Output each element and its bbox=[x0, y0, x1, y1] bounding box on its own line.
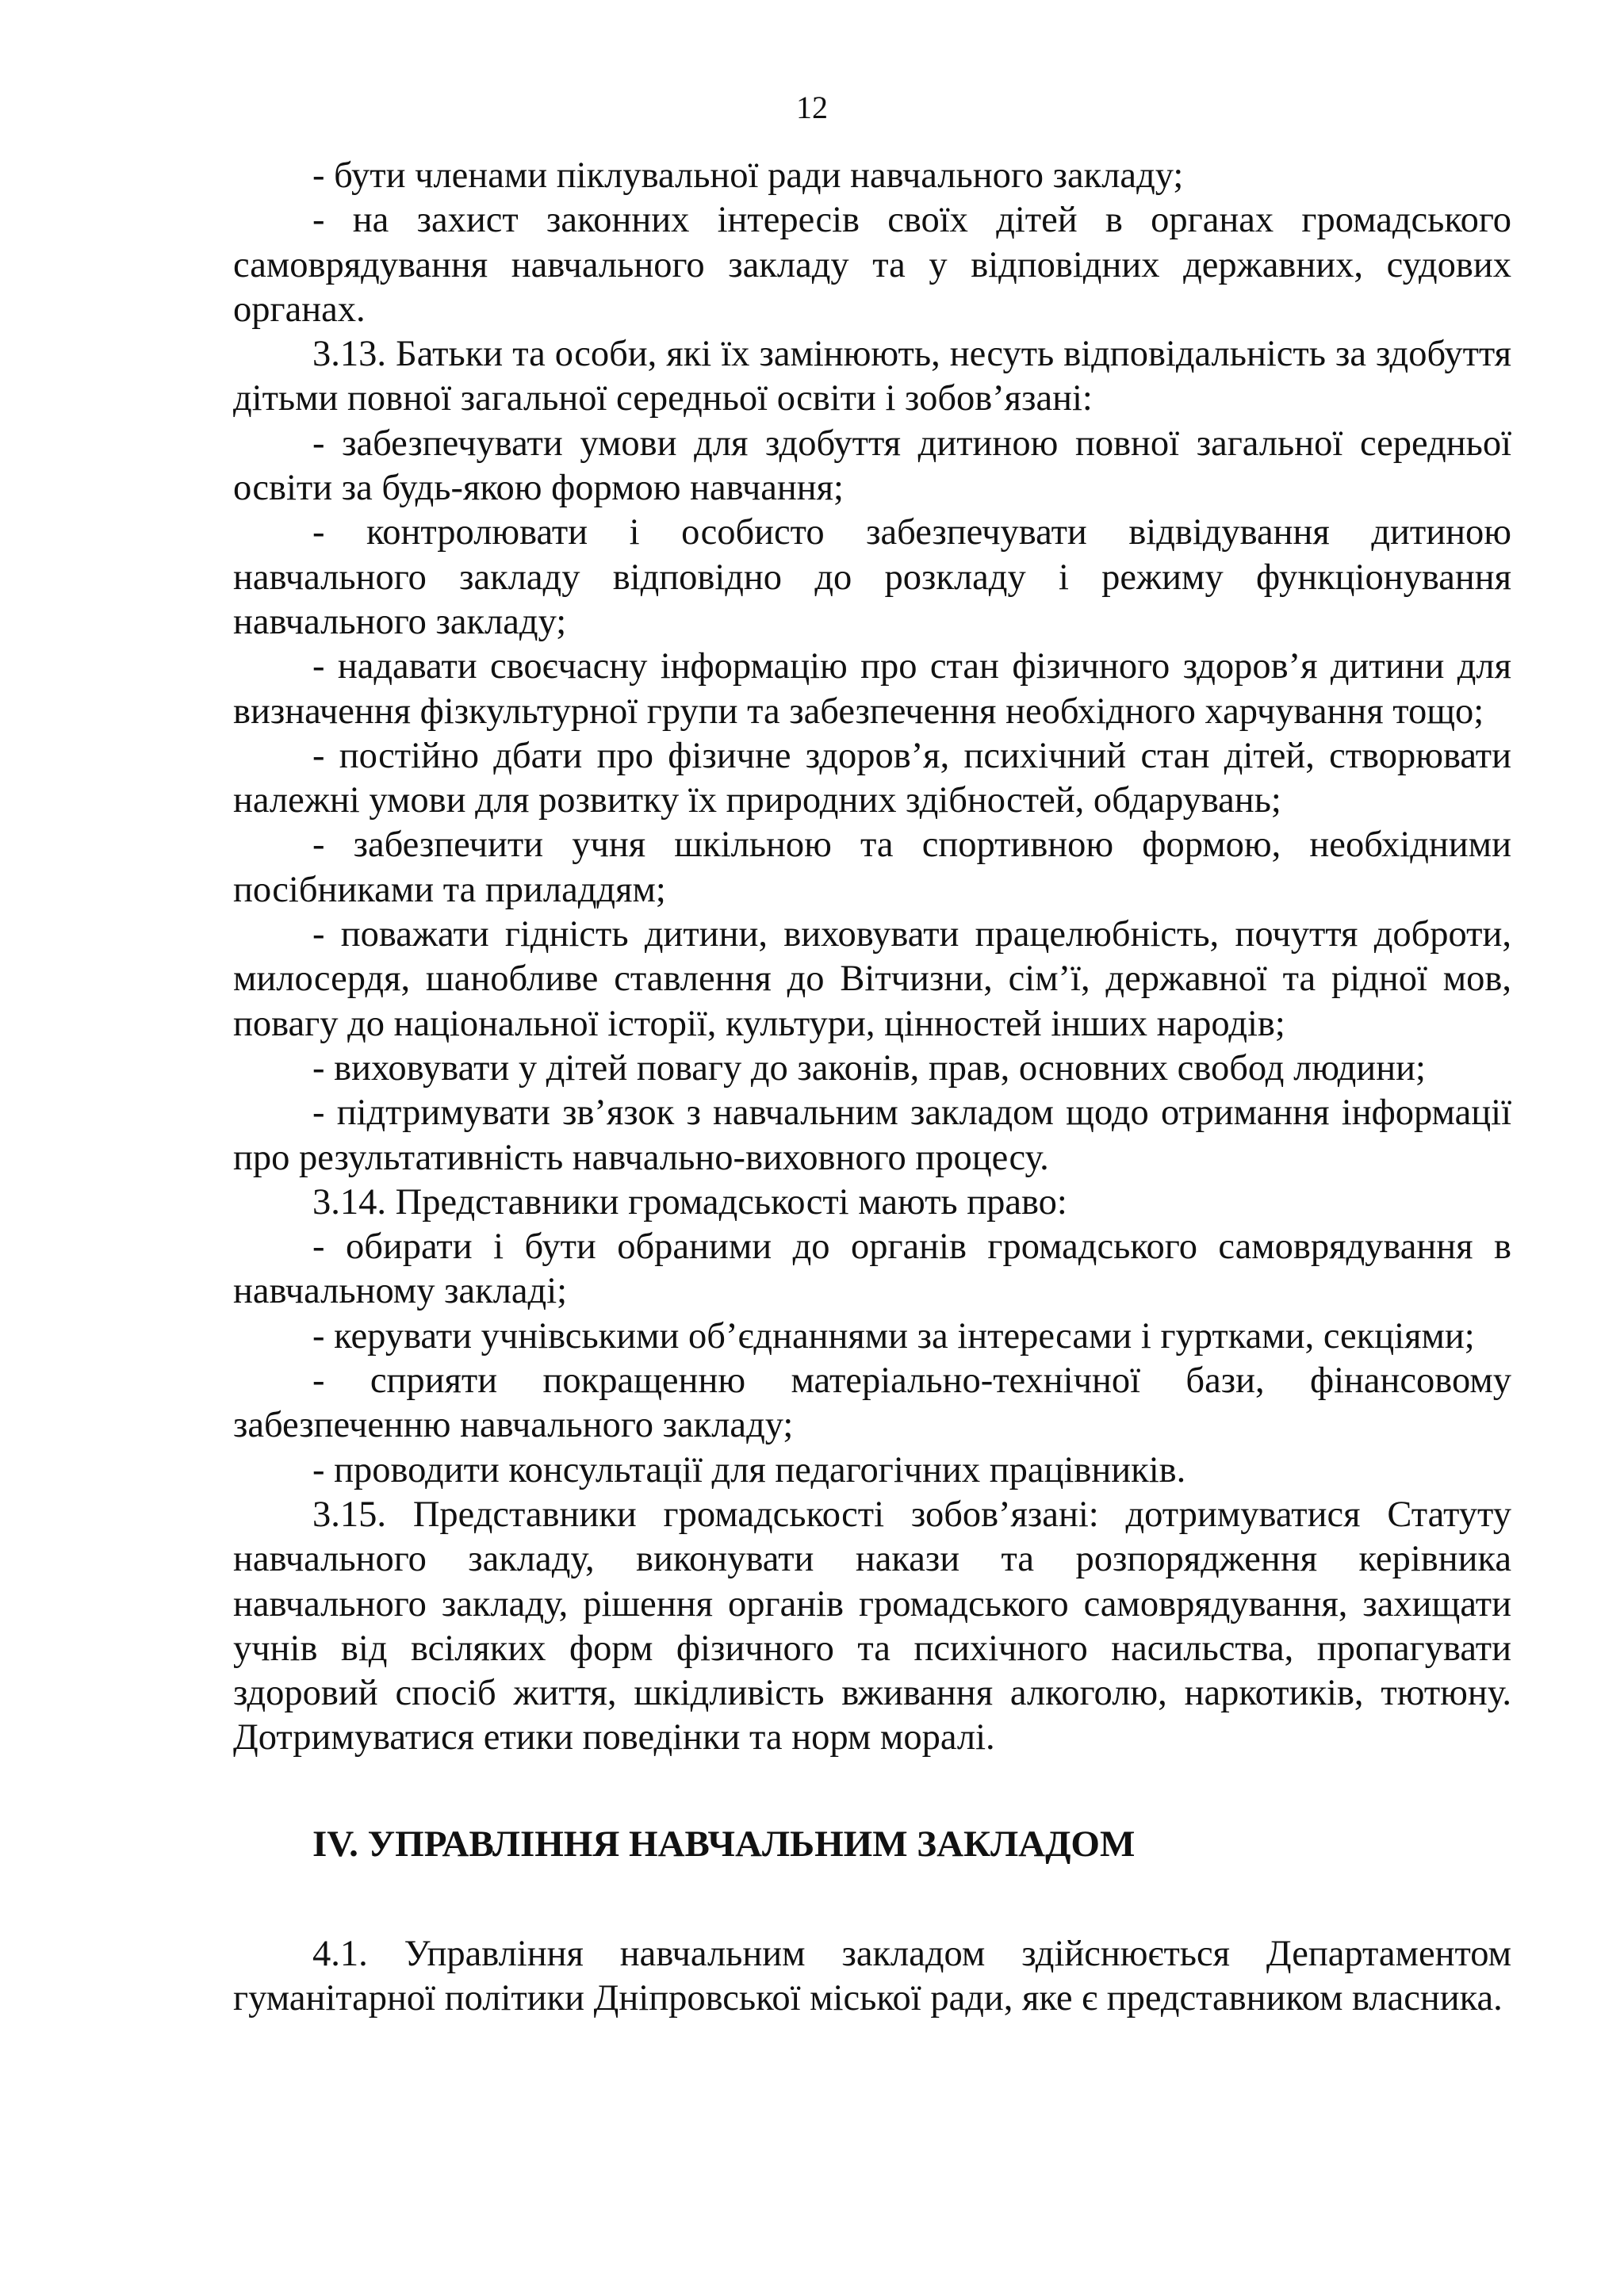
paragraph-community-right-support: - сприяти покращенню матеріально-технічної бази, фінансовому забезпеченню навчального закладу; bbox=[233, 1360, 1511, 1446]
paragraph-3-15: 3.15. Представники громадськості зобов’язані: дотримуватися Статуту навчального закладу, виконувати накази та розпорядження керівника навчального закладу, рішення органів громадського самоврядування, захищати учнів від всіляких форм фізичного та психічного насильства, пропагувати здоровий спосіб життя, шкідливість вживання алкоголю, наркотиків, тютюну. Дотримуватися етики поведінки та норм моралі. bbox=[233, 1494, 1511, 1758]
paragraph-community-right-elect: - обирати і бути обраними до органів громадського самоврядування в навчальному закладі; bbox=[233, 1226, 1511, 1312]
paragraph-parent-right-board: - бути членами піклувальної ради навчального закладу; bbox=[312, 155, 1184, 196]
paragraph-duty-conditions: - забезпечувати умови для здобуття дитиною повної загальної середньої освіти за будь-якою формою навчання; bbox=[233, 423, 1511, 509]
paragraph-duty-laws: - виховувати у дітей повагу до законів, прав, основних свобод людини; bbox=[312, 1047, 1426, 1089]
paragraph-community-right-consult: - проводити консультації для педагогічних працівників. bbox=[312, 1449, 1186, 1490]
paragraph-3-13: 3.13. Батьки та особи, які їх замінюють, несуть відповідальність за здобуття дітьми повної загальної середньої освіти і зобов’язані: bbox=[233, 334, 1511, 419]
page-number: 12 bbox=[796, 90, 828, 125]
paragraph-community-right-clubs: - керувати учнівськими об’єднаннями за інтересами і гуртками, секціями; bbox=[312, 1315, 1475, 1357]
document-body bbox=[233, 154, 1511, 2021]
paragraph-3-14: 3.14. Представники громадськості мають право: bbox=[312, 1181, 1067, 1223]
paragraph-duty-uniform: - забезпечити учня шкільною та спортивною формою, необхідними посібниками та приладдям; bbox=[233, 825, 1511, 910]
paragraph-duty-contact: - підтримувати зв’язок з навчальним закладом щодо отримання інформації про результативність навчально-виховного процесу. bbox=[233, 1093, 1511, 1178]
paragraph-parent-right-protection: - на захист законних інтересів своїх дітей в органах громадського самоврядування навчального закладу та у відповідних державних, судових органах. bbox=[233, 200, 1511, 330]
paragraph-duty-attendance: - контролювати і особисто забезпечувати відвідування дитиною навчального закладу відповідно до розкладу і режиму функціонування навчального закладу; bbox=[233, 512, 1511, 642]
section-heading: IV. УПРАВЛІННЯ НАВЧАЛЬНИМ ЗАКЛАДОМ bbox=[312, 1823, 1136, 1865]
paragraph-duty-health-info: - надавати своєчасну інформацію про стан фізичного здоров’я дитини для визначення фізкультурної групи та забезпечення необхідного харчування тощо; bbox=[233, 646, 1511, 732]
paragraph-duty-care: - постійно дбати про фізичне здоров’я, психічний стан дітей, створювати належні умови для розвитку їх природних здібностей, обдарувань; bbox=[233, 735, 1511, 821]
paragraph-4-1: 4.1. Управління навчальним закладом здійснюється Департаментом гуманітарної політики Дніпровської міської ради, яке є представником власника. bbox=[233, 1933, 1511, 2019]
paragraph-duty-respect: - поважати гідність дитини, виховувати працелюбність, почуття доброти, милосердя, шанобливе ставлення до Вітчизни, сім’ї, державної та рідної мов, повагу до національної історії, культури, цінностей інших народів; bbox=[233, 914, 1511, 1044]
